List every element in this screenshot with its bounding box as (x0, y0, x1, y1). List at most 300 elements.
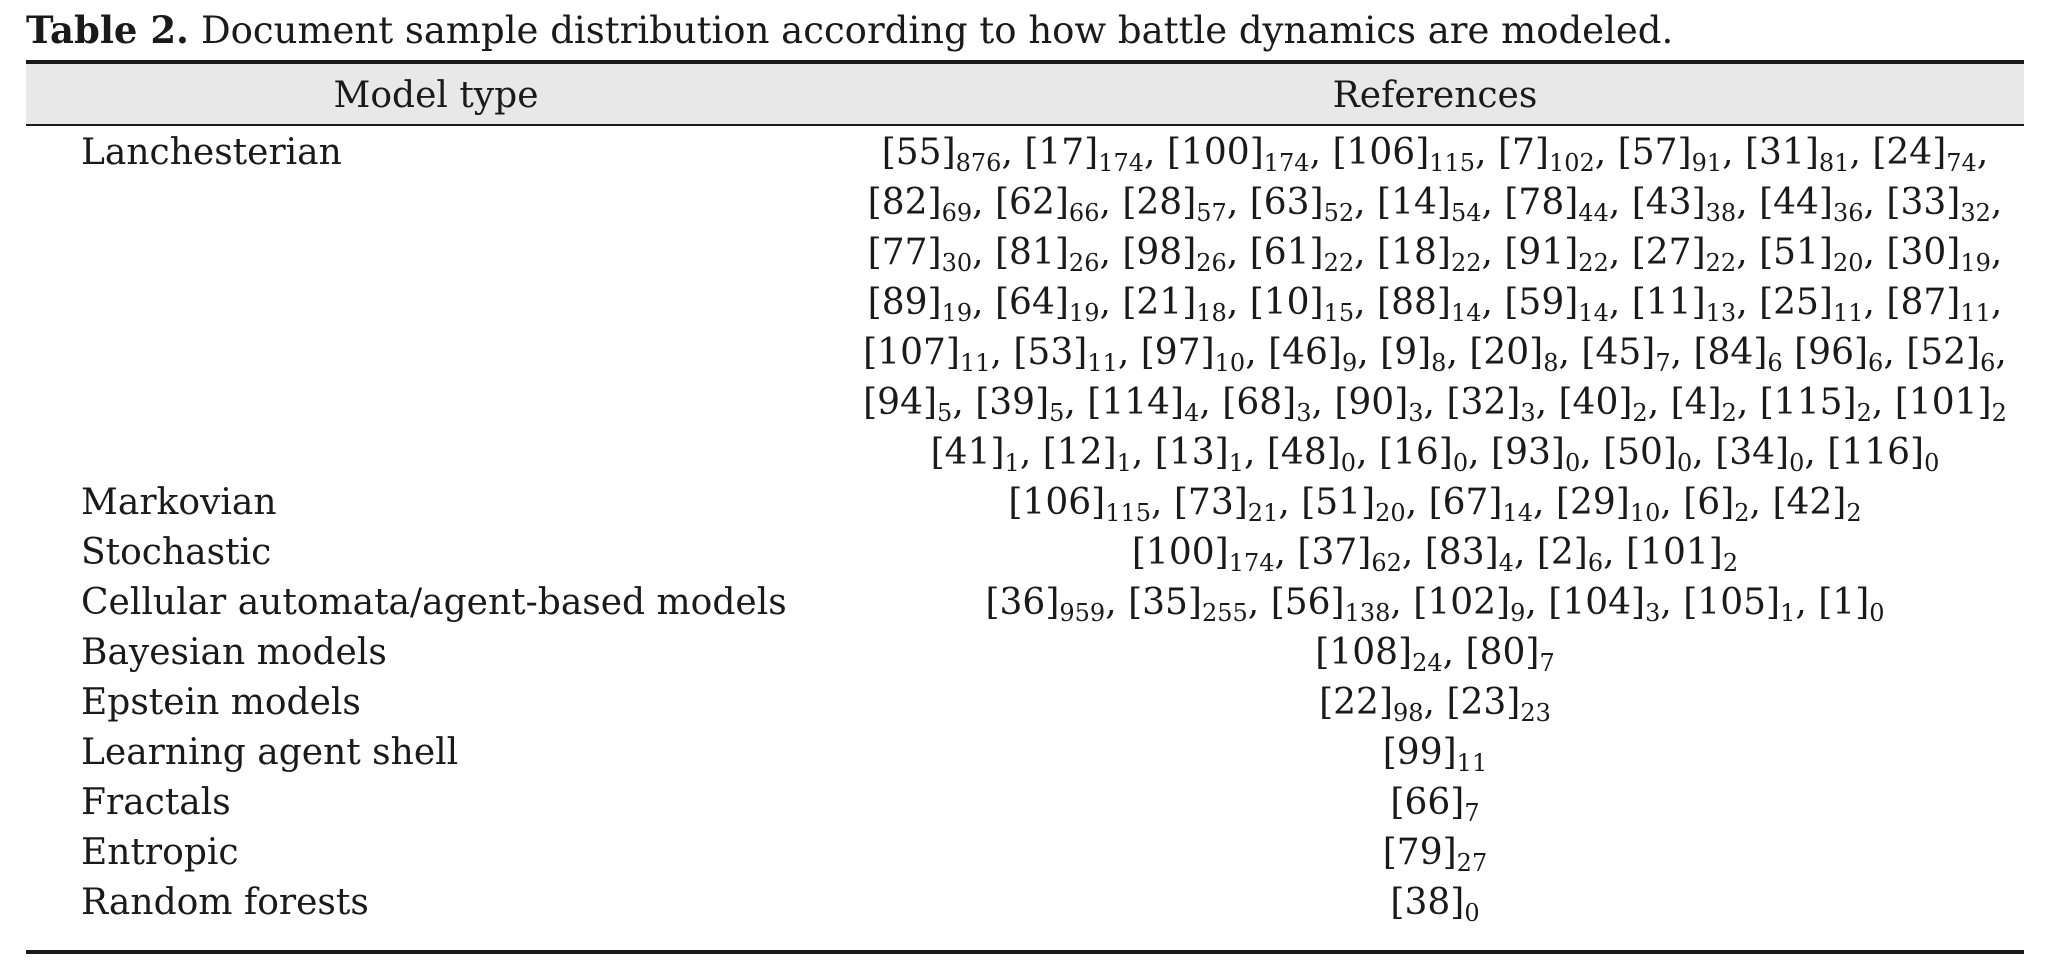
separator: , (1309, 132, 1333, 173)
reference-number: [28] (1122, 182, 1197, 223)
reference-citation (867, 282, 996, 327)
model-type-cell: Markovian (81, 482, 277, 523)
references-cell (846, 678, 2024, 728)
reference-number: [79] (1382, 832, 1457, 873)
model-type-cell: Entropic (81, 832, 239, 873)
separator: , (1442, 632, 1466, 673)
citation-count: 6 (1587, 549, 1604, 577)
reference-number: [2] (1536, 532, 1588, 573)
citation-count: 52 (1323, 199, 1355, 227)
citation-count: 4 (1498, 549, 1514, 577)
citation-count: 3 (1296, 399, 1312, 427)
reference-citation (1745, 132, 1873, 177)
reference-number: [32] (1446, 382, 1521, 423)
reference-number: [80] (1465, 632, 1540, 673)
separator: , (1525, 582, 1549, 623)
citation-count: 6 (1767, 349, 1783, 377)
reference-number: [40] (1558, 382, 1633, 423)
citation-count: 8 (1431, 349, 1447, 377)
reference-citation (1558, 382, 1671, 427)
references-cell (846, 728, 2024, 778)
separator: , (1354, 282, 1378, 323)
citation-count: 23 (1520, 699, 1551, 727)
reference-citation (1222, 382, 1335, 427)
separator: , (1357, 332, 1381, 373)
reference-citation (1469, 332, 1582, 377)
reference-citation (1772, 482, 1862, 527)
reference-number: [48] (1266, 432, 1341, 473)
model-type-cell: Bayesian models (81, 632, 387, 673)
reference-number: [101] (1626, 532, 1723, 573)
reference-number: [38] (1390, 882, 1465, 923)
citation-count: 876 (955, 149, 1002, 177)
reference-number: [56] (1270, 582, 1345, 623)
citation-count: 66 (1068, 199, 1100, 227)
reference-number: [82] (867, 182, 942, 223)
citation-count: 1 (1004, 449, 1020, 477)
citation-count: 98 (1393, 699, 1424, 727)
reference-number: [41] (930, 432, 1005, 473)
separator: , (972, 282, 996, 323)
reference-number: [107] (863, 332, 960, 373)
reference-citation (1413, 582, 1549, 627)
citation-count: 81 (1818, 149, 1850, 177)
separator: , (1226, 182, 1250, 223)
reference-citation (867, 232, 996, 277)
reference-citation (1390, 882, 1480, 927)
references-cell (846, 828, 2024, 878)
reference-citation (1617, 132, 1746, 177)
citation-count: 7 (1464, 799, 1480, 827)
reference-number: [43] (1631, 182, 1706, 223)
reference-citation (1886, 232, 2003, 277)
reference-citation (1332, 132, 1498, 177)
separator: , (1481, 232, 1505, 273)
citation-count: 14 (1502, 499, 1534, 527)
separator: , (1144, 132, 1167, 173)
reference-citation (1759, 382, 1895, 427)
citation-count: 11 (1960, 299, 1991, 327)
reference-citation (867, 182, 996, 227)
reference-citation (1131, 532, 1298, 577)
separator: , (1019, 432, 1043, 473)
separator: , (1594, 132, 1618, 173)
reference-citation (1122, 182, 1250, 227)
separator: , (1736, 382, 1760, 423)
reference-citation (1024, 132, 1167, 177)
separator: , (1736, 182, 1760, 223)
separator: , (1863, 232, 1887, 273)
citation-count: 11 (959, 349, 991, 377)
reference-citation (1872, 132, 1989, 177)
citation-count: 1 (1780, 599, 1796, 627)
separator: , (1608, 182, 1632, 223)
reference-number: [105] (1683, 582, 1781, 623)
separator: , (1990, 282, 2003, 323)
caption-text: Document sample distribution according to how battle dynamics are modeled. (200, 9, 1674, 52)
citation-count: 1 (1116, 449, 1132, 477)
reference-number: [4] (1670, 382, 1722, 423)
separator: , (1243, 432, 1267, 473)
citation-count: 11 (1832, 299, 1864, 327)
reference-line (846, 878, 2024, 928)
citation-count: 26 (1196, 249, 1227, 277)
reference-citation (1297, 532, 1425, 577)
separator: , (1513, 532, 1537, 573)
reference-number: [73] (1173, 482, 1248, 523)
table-row (26, 678, 2024, 728)
reference-number: [102] (1413, 582, 1511, 623)
reference-number: [66] (1390, 782, 1465, 823)
reference-citation (1382, 832, 1488, 877)
citation-count: 19 (941, 299, 973, 327)
reference-number: [42] (1772, 482, 1847, 523)
reference-number: [35] (1128, 582, 1202, 623)
citation-count: 102 (1548, 149, 1595, 177)
separator: , (972, 182, 996, 223)
reference-number: [45] (1581, 332, 1656, 373)
reference-number: [97] (1140, 332, 1215, 373)
separator: , (1226, 282, 1250, 323)
reference-number: [23] (1446, 682, 1521, 723)
separator: , (972, 232, 996, 273)
reference-citation (1446, 682, 1551, 727)
citation-count: 18 (1196, 299, 1227, 327)
separator: , (1795, 582, 1819, 623)
reference-line (846, 728, 2024, 778)
reference-citation (1465, 632, 1555, 677)
reference-number: [96] (1794, 332, 1869, 373)
separator: , (1647, 382, 1671, 423)
reference-line (846, 828, 2024, 878)
reference-number: [81] (995, 232, 1069, 273)
reference-number: [59] (1504, 282, 1579, 323)
separator: , (1423, 682, 1447, 723)
reference-number: [9] (1380, 332, 1432, 373)
separator: , (1117, 332, 1141, 373)
reference-citation (1886, 282, 2003, 327)
citation-count: 5 (1049, 399, 1065, 427)
citation-count: 57 (1196, 199, 1227, 227)
model-type-cell: Random forests (81, 882, 369, 923)
citation-count: 2 (1722, 549, 1739, 577)
reference-citation (1631, 232, 1760, 277)
citation-count: 24 (1412, 649, 1443, 677)
reference-number: [83] (1424, 532, 1499, 573)
citation-count: 174 (1263, 149, 1310, 177)
reference-citation (863, 382, 976, 427)
separator: , (1736, 282, 1760, 323)
citation-count: 2 (1846, 499, 1862, 527)
reference-number: [34] (1715, 432, 1790, 473)
reference-citation (1266, 432, 1379, 477)
table-row (26, 728, 2024, 778)
reference-number: [20] (1469, 332, 1544, 373)
reference-number: [22] (1319, 682, 1393, 723)
citation-count: 69 (941, 199, 973, 227)
reference-citation (1249, 182, 1378, 227)
citation-count: 174 (1098, 149, 1145, 177)
reference-citation (1827, 432, 1940, 477)
reference-citation (1315, 632, 1466, 677)
separator: , (1278, 482, 1302, 523)
reference-citation (995, 282, 1123, 327)
table-row (26, 828, 2024, 878)
separator: , (1446, 332, 1470, 373)
separator: , (1423, 382, 1447, 423)
reference-number: [106] (1332, 132, 1430, 173)
model-type-cell: Stochastic (81, 532, 272, 573)
reference-number: [24] (1872, 132, 1947, 173)
reference-number: [63] (1249, 182, 1324, 223)
separator: , (1064, 382, 1088, 423)
reference-number: [100] (1166, 132, 1264, 173)
citation-count: 62 (1371, 549, 1402, 577)
references-cell (846, 578, 2024, 628)
citation-count: 14 (1578, 299, 1609, 327)
reference-number: [25] (1759, 282, 1833, 323)
bottom-rule (26, 950, 2024, 954)
reference-citation (1693, 332, 1794, 377)
separator: , (1226, 232, 1250, 273)
reference-citation (1759, 182, 1887, 227)
reference-number: [64] (995, 282, 1069, 323)
reference-line (846, 628, 2024, 678)
model-type-cell: Learning agent shell (81, 732, 459, 773)
reference-line (846, 228, 2024, 278)
reference-number: [33] (1886, 182, 1961, 223)
reference-number: [88] (1377, 282, 1451, 323)
reference-citation (1390, 782, 1480, 827)
reference-citation (1380, 332, 1470, 377)
separator: , (1105, 582, 1129, 623)
reference-line (846, 778, 2024, 828)
reference-number: [100] (1131, 532, 1229, 573)
reference-citation (1906, 332, 2007, 377)
separator: , (1558, 332, 1582, 373)
references-cell (846, 878, 2024, 928)
reference-citation (1268, 332, 1381, 377)
reference-citation (1249, 232, 1378, 277)
citation-count: 6 (1868, 349, 1884, 377)
reference-number: [51] (1301, 482, 1376, 523)
citation-count: 2 (1632, 399, 1648, 427)
separator: , (1749, 482, 1773, 523)
reference-line (846, 428, 2024, 478)
reference-line (846, 578, 2024, 628)
reference-number: [108] (1315, 632, 1413, 673)
reference-number: [11] (1631, 282, 1706, 323)
model-type-cell: Fractals (81, 782, 231, 823)
separator: , (1804, 432, 1828, 473)
citation-count: 959 (1059, 599, 1106, 627)
reference-citation (1794, 332, 1907, 377)
citation-count: 38 (1705, 199, 1737, 227)
reference-citation (863, 332, 1014, 377)
table-row (26, 878, 2024, 928)
citation-count: 8 (1543, 349, 1559, 377)
separator: , (1580, 432, 1604, 473)
separator: , (1468, 432, 1492, 473)
reference-citation (1428, 482, 1556, 527)
table-row (26, 778, 2024, 828)
separator: , (1274, 532, 1298, 573)
citation-count: 32 (1960, 199, 1991, 227)
separator: , (1863, 282, 1887, 323)
reference-citation (1122, 232, 1250, 277)
separator: , (990, 332, 1014, 373)
citation-count: 0 (1452, 449, 1469, 477)
reference-citation (930, 432, 1043, 477)
table-row (26, 578, 2024, 628)
separator: , (1883, 332, 1907, 373)
reference-citation (1424, 532, 1537, 577)
table-caption (26, 8, 1673, 53)
citation-count: 138 (1344, 599, 1391, 627)
citation-count: 4 (1184, 399, 1200, 427)
reference-number: [13] (1154, 432, 1229, 473)
citation-count: 0 (1564, 449, 1581, 477)
reference-citation (975, 382, 1088, 427)
separator: , (1247, 582, 1271, 623)
reference-number: [21] (1122, 282, 1197, 323)
separator: , (1976, 132, 1989, 173)
citation-count: 11 (1087, 349, 1118, 377)
separator: , (1736, 232, 1760, 273)
table-row (26, 628, 2024, 678)
citation-count: 3 (1645, 599, 1661, 627)
reference-number: [104] (1548, 582, 1646, 623)
reference-citation (1631, 182, 1760, 227)
separator: , (1131, 432, 1155, 473)
citation-count: 0 (1869, 599, 1885, 627)
table-body (26, 128, 2024, 928)
separator: , (1670, 332, 1694, 373)
separator: , (1535, 382, 1559, 423)
reference-citation (1377, 232, 1505, 277)
citation-count: 3 (1408, 399, 1424, 427)
citation-count: 0 (1924, 449, 1940, 477)
separator: , (1099, 282, 1123, 323)
reference-number: [36] (985, 582, 1060, 623)
citation-count: 2 (1734, 499, 1750, 527)
reference-citation (1683, 482, 1773, 527)
reference-citation (1759, 232, 1887, 277)
citation-count: 255 (1201, 599, 1248, 627)
reference-number: [101] (1894, 382, 1992, 423)
reference-number: [1] (1818, 582, 1870, 623)
reference-number: [27] (1631, 232, 1706, 273)
citation-count: 7 (1539, 649, 1555, 677)
citation-count: 21 (1247, 499, 1279, 527)
reference-number: [93] (1491, 432, 1565, 473)
reference-number: [67] (1428, 482, 1503, 523)
reference-number: [44] (1759, 182, 1833, 223)
reference-number: [89] (867, 282, 942, 323)
reference-citation (1128, 582, 1271, 627)
reference-number: [94] (863, 382, 938, 423)
citation-count: 115 (1429, 149, 1476, 177)
citation-count: 30 (941, 249, 973, 277)
separator: , (1660, 482, 1684, 523)
reference-citation (1548, 582, 1684, 627)
model-type-cell: Lanchesterian (81, 132, 342, 173)
citation-count: 44 (1578, 199, 1609, 227)
citation-count: 15 (1323, 299, 1355, 327)
header-rule (26, 124, 2024, 126)
reference-number: [46] (1268, 332, 1342, 373)
reference-citation (1759, 282, 1887, 327)
reference-number: [99] (1382, 732, 1457, 773)
citation-count: 115 (1105, 499, 1151, 527)
reference-line (846, 378, 2024, 428)
reference-citation (995, 232, 1123, 277)
reference-citation (1378, 432, 1492, 477)
reference-citation (985, 582, 1129, 627)
separator: , (1603, 532, 1626, 573)
table-row (26, 528, 2024, 578)
citation-count: 5 (937, 399, 953, 427)
citation-count: 7 (1655, 349, 1671, 377)
separator (1783, 332, 1794, 373)
separator: , (1151, 482, 1174, 523)
reference-citation (995, 182, 1123, 227)
reference-number: [51] (1759, 232, 1833, 273)
reference-number: [68] (1222, 382, 1297, 423)
separator: , (1401, 532, 1425, 573)
model-type-cell: Epstein models (81, 682, 361, 723)
references-cell (846, 528, 2024, 578)
separator: , (1481, 182, 1505, 223)
reference-citation (1377, 182, 1505, 227)
citation-count: 3 (1520, 399, 1536, 427)
reference-citation (1491, 432, 1604, 477)
reference-number: [16] (1378, 432, 1453, 473)
citation-count: 11 (1456, 749, 1488, 777)
separator: , (1533, 482, 1556, 523)
reference-number: [12] (1042, 432, 1117, 473)
reference-number: [18] (1377, 232, 1451, 273)
separator: , (1849, 132, 1873, 173)
citation-count: 1 (1228, 449, 1244, 477)
citation-count: 0 (1340, 449, 1357, 477)
reference-citation (1122, 282, 1250, 327)
separator: , (1356, 432, 1379, 473)
reference-number: [37] (1297, 532, 1372, 573)
reference-citation (1536, 532, 1626, 577)
references-cell (846, 478, 2024, 528)
reference-citation (1382, 732, 1488, 777)
reference-number: [50] (1603, 432, 1678, 473)
citation-count: 54 (1450, 199, 1482, 227)
reference-number: [6] (1683, 482, 1735, 523)
citation-count: 19 (1068, 299, 1100, 327)
reference-citation (1319, 682, 1447, 727)
separator: , (1481, 282, 1505, 323)
citation-count: 20 (1832, 249, 1864, 277)
reference-citation (1603, 432, 1716, 477)
reference-number: [98] (1122, 232, 1197, 273)
reference-number: [115] (1759, 382, 1857, 423)
separator: , (1354, 232, 1378, 273)
reference-citation (1087, 382, 1223, 427)
reference-citation (1249, 282, 1378, 327)
reference-citation (1008, 482, 1174, 527)
reference-number: [55] (881, 132, 956, 173)
reference-citation (881, 132, 1025, 177)
separator: , (1990, 182, 2003, 223)
separator: , (1245, 332, 1269, 373)
